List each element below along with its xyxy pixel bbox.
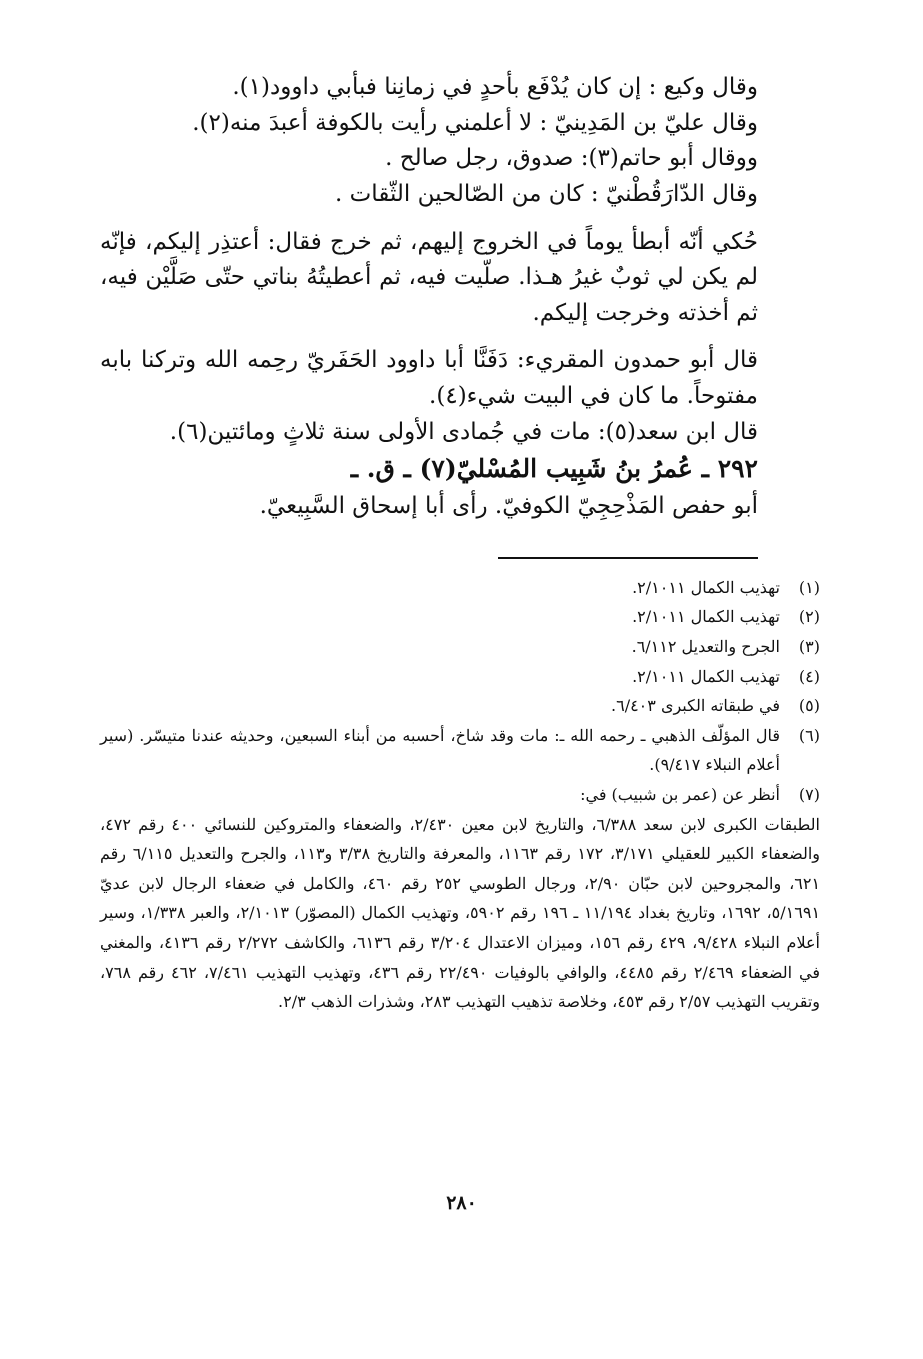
footnote-text: أنظر عن (عمر بن شبيب) في: — [580, 784, 780, 804]
page-number: ٢٨٠ — [446, 1192, 477, 1214]
footnote-item — [100, 721, 820, 780]
footnote-text: تهذيب الكمال ٢/١٠١١. — [632, 577, 780, 597]
footnote-item — [100, 573, 820, 603]
footnote-text: تهذيب الكمال ٢/١٠١١. — [632, 607, 780, 627]
footnote-item — [100, 780, 820, 810]
footnote-number: (٣) — [798, 636, 820, 656]
footnote-7-sources: الطبقات الكبرى لابن سعد ٦/٣٨٨، والتاريخ لابن معين ٢/٤٣٠، والضعفاء والمتروكين للنسائي ٤٠٠ رقم ٤٧٢، والضعفاء الكبير للعقيلي ٣/١٧١، ١٧٢ رقم ١١٦٣، والمعرفة والتاريخ ٣/٣٨ و١١٣، والجرح والتعديل ٦/١١٥ رقم ٦٢١، والمجروحين لابن حبّان ٢/٩٠، ورجال الطوسي ٢٥٢ رقم ٤٦٠، والكامل في ضعفاء الرجال لابن عديّ ٥/١٦٩١، ١٦٩٢، وتاريخ بغداد ١١/١٩٤ ـ ١٩٦ رقم ٥٩٠٢، وتهذيب الكمال (المصوّر) ٢/١٠١٣، والعبر ١/٣٣٨، وسير أعلام النبلاء ٩/٤٢٨، ٤٢٩ رقم ١٥٦، وميزان الاعتدال ٣/٢٠٤ رقم ٦١٣٦، والكاشف ٢/٢٧٢ رقم ٤١٣٦، والمغني في الضعفاء ٢/٤٦٩ رقم ٤٤٨٥، والوافي بالوفيات ٢٢/٤٩٠ رقم ٤٣٦، وتهذيب التهذيب ٧/٤٦١، ٤٦٢ رقم ٧٦٨، وتقريب التهذيب ٢/٥٧ رقم ٤٥٣، وخلاصة تذهيب التهذيب ٢٨٣، وشذرات الذهب ٢/٣. — [100, 814, 821, 1012]
footnotes — [100, 573, 820, 1017]
book-page — [100, 70, 820, 1340]
paragraph-daraqutni: وقال الدّارَقُطْنيّ : كان من الصّالحين الثّقات . — [335, 180, 758, 207]
paragraph-ali-madini: وقال عليّ بن المَدِينيّ : لا أعلمني رأيت بالكوفة أعبدَ منه(٢). — [192, 109, 758, 136]
paragraph-abu-hamdun: قال أبو حمدون المقريء: دَفَنَّا أبا داوود الحَفَريّ رحِمه الله وتركنا بابه مفتوحاً. ما كان في البيت شيء(٤). — [100, 347, 758, 410]
paragraph-waki: وقال وكيع : إن كان يُدْفَع بأحدٍ في زمانِنا فبأبي داوود(١). — [232, 74, 758, 100]
footnote-item — [100, 632, 820, 662]
footnote-number: (٦) — [798, 725, 820, 745]
footnote-text: قال المؤلّف الذهبي ـ رحمه الله ـ: مات وقد شاخ، أحسبه من أبناء السبعين، وحديثه عندنا متيسّر. (سير أعلام النبلاء ٩/٤١٧). — [100, 725, 780, 775]
paragraph-anecdote: حُكي أنّه أبطأ يوماً في الخروج إليهم، ثم خرج فقال: أعتذِر إليكم، فإنّه لم يكن لي ثوبٌ غيرُ هـذا. صلّيت فيه، ثم أعطيتُهُ بناتي حتّى صَلَّيْن فيه، ثم أخذته وخرجت إليكم. — [100, 228, 758, 326]
footnote-text: تهذيب الكمال ٢/١٠١١. — [632, 666, 780, 686]
main-text — [100, 70, 820, 525]
footnote-number: (٢) — [798, 607, 820, 627]
entry-heading: ٢٩٢ ـ عُمرُ بنُ شَبِيب المُسْليّ(٧) ـ ق. ـ — [350, 454, 758, 484]
footnote-text: في طبقاته الكبرى ٦/٤٠٣. — [611, 696, 780, 716]
paragraph-ibn-saad: قال ابن سعد(٥): مات في جُمادى الأولى سنة ثلاثٍ ومائتين(٦). — [169, 418, 758, 445]
paragraph-abu-hafs: أبو حفص المَذْحِجِيّ الكوفيّ. رأى أبا إسحاق السَّبِيعيّ. — [259, 493, 758, 520]
footnote-item — [100, 602, 820, 632]
footnote-number: (٥) — [798, 696, 820, 716]
footnote-number: (٧) — [798, 784, 820, 804]
footnote-number: (٤) — [798, 666, 820, 686]
footnote-number: (١) — [798, 577, 820, 597]
footnote-item — [100, 662, 820, 692]
footnote-text: الجرح والتعديل ٦/١١٢. — [631, 636, 780, 656]
paragraph-abu-hatim: ووقال أبو حاتم(٣): صدوق، رجل صالح . — [385, 145, 758, 172]
footnote-item — [100, 691, 820, 721]
footnote-separator — [498, 557, 758, 559]
